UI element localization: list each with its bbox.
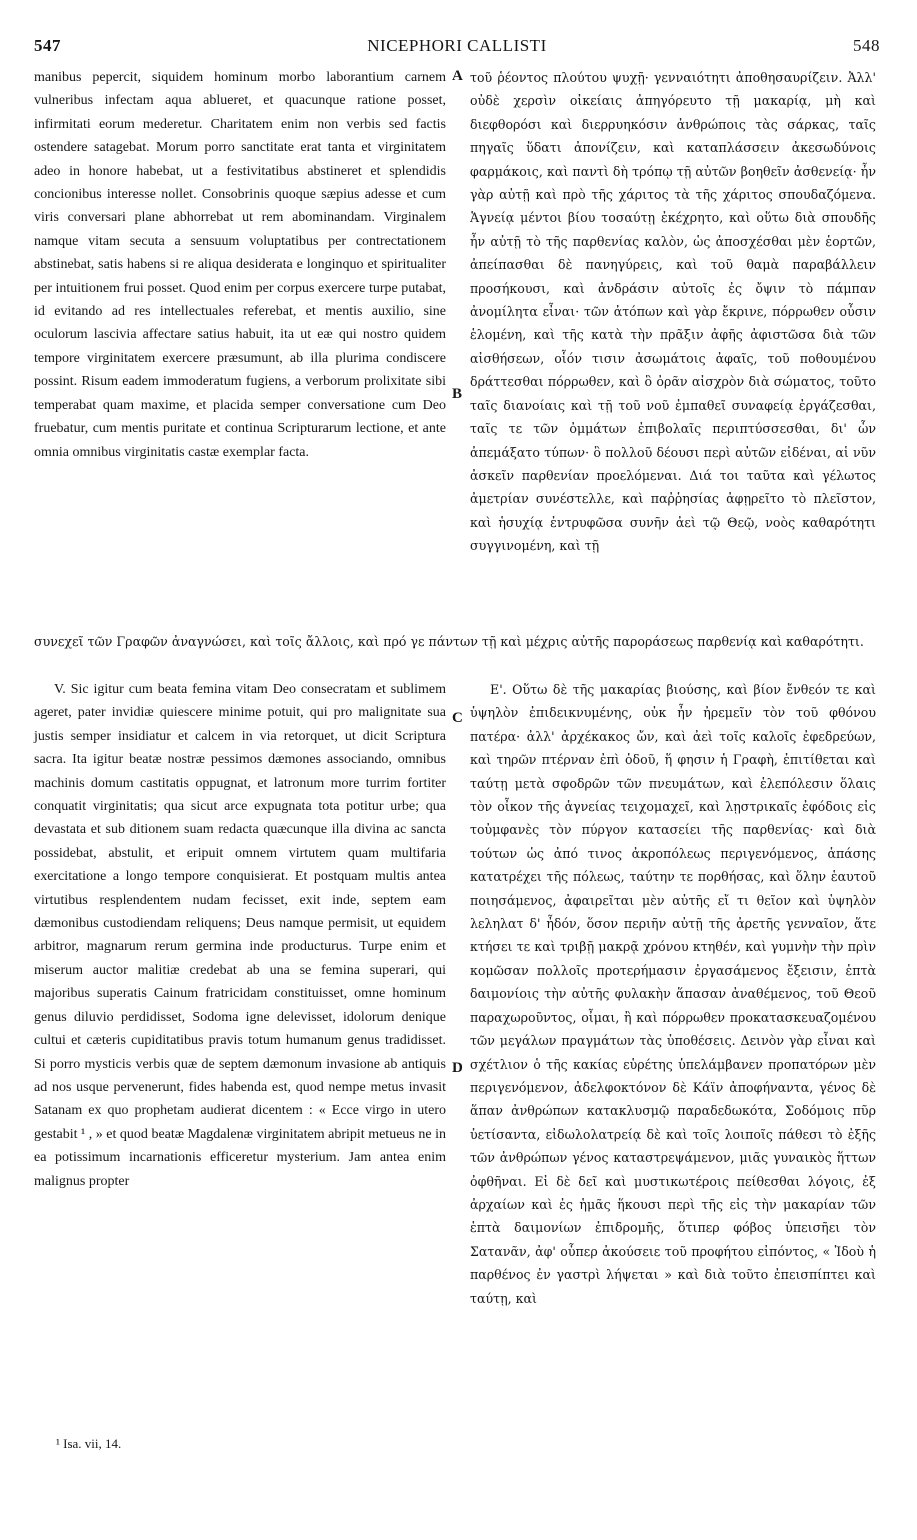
- greek-paragraph-1: τοῦ ῥέοντος πλούτου ψυχῇ· γενναιότητι ἀποθησαυρίζειν. Ἀλλ' οὐδὲ χερσὶν οἰκείαις ἀπηγόρευτο τῇ μακαρίᾳ, μὴ καὶ διεφθορόσι καὶ διερρυηκόσιν ἀνθρώποις τὰς σάρκας, ταῖς πηγαῖς ὕδατι ἀπονίζειν, καὶ καταπλάσσειν ἀκεσωδύνοις φαρμάκοις, καὶ παντὶ δὴ τρόπῳ τῇ αὐτῶν βοηθεῖν ἀσθενείᾳ· ἦν γὰρ αὐτῇ καὶ πρὸ τῆς χάριτος τὰ τῆς χάριτος σπουδαζόμενα. Ἁγνείᾳ μέντοι βίου τοσαύτῃ ἐκέχρητο, καὶ οὕτω διὰ σπουδῆς ἦν αὐτῇ τὸ τῆς παρθενίας καλὸν, ὡς ἀποσχέσθαι μὲν ἑορτῶν, ἀπείπασθαι δὲ πανηγύρεις, καὶ τοῦ θαμὰ παραβάλλειν προσήκουσι, καὶ ἀνδράσιν αὐτοῖς ἐς ὄψιν τὸ πάμπαν ἀνομίλητα εἶναι· τῶν ἀτόπων καὶ γὰρ ἔκρινε, πόρρωθεν οὖσιν ἑλομένη, καὶ τῆς κατὰ τὴν πρᾶξιν ἀφῆς ἀφιστῶσα διὰ τῶν αἰσθήσεων, οἷόν τισιν ἀσωμάτοις ἀφαῖς, τοῦ ποθουμένου δράττεσθαι πόρρωθεν, καὶ ὃ ὀρᾶν αἰσχρὸν διὰ σώματος, τοῦτο ταῖς διανοίαις καὶ τῇ τοῦ νοῦ ἐμπαθεῖ συναφείᾳ ἐργάζεσθαι, ταῖς τε τῶν ὀμμάτων ἐπιβολαῖς περιπτύσσεσθαι, δι' ὧν ἀπεμάξατο τύπων· ὃ πολλοῦ δέουσι περὶ αὐτῶν εἰδέναι, αἱ νῦν ἀσκεῖν παρθενίαν προελόμεναι. Διά τοι ταῦτα καὶ γέλωτος ἀμετρίαν συνέστελλε, καὶ παῤῥησίας ἀφῃρεῖτο τὸ πλεῖστον, καὶ ἡσυχίᾳ ἐντρυφῶσα συνῆν ἀεὶ τῷ Θεῷ, νοὸς καθαρότητι συγγινομένη, καὶ τῇ: [470, 70, 876, 554]
- latin-column-lower: [34, 678, 446, 1193]
- latin-column-upper: [34, 66, 446, 623]
- page-number-left: 547: [34, 36, 61, 55]
- page-number-right: 548: [853, 36, 880, 55]
- greek-column-upper: [470, 66, 876, 623]
- margin-marker-d: D: [452, 1060, 463, 1076]
- margin-marker-a: A: [452, 68, 463, 84]
- greek-spanning-line: συνεχεῖ τῶν Γραφῶν ἀναγνώσει, καὶ τοῖς ἄλλοις, καὶ πρό γε πάντων τῇ καὶ μέχρις αὐτῆς παροράσεως παρθενίᾳ καὶ καθαρότητι.: [34, 634, 864, 649]
- footnote: ¹ Isa. vii, 14.: [56, 1436, 122, 1451]
- running-title: NICEPHORI CALLISTI: [367, 36, 547, 55]
- greek-paragraph-2: Ε'. Οὕτω δὲ τῆς μακαρίας βιούσης, καὶ βίον ἔνθεόν τε καὶ ὑψηλὸν ἐπιδεικνυμένης, οὐκ ἦν ἠρεμεῖν τὸν τοῦ φθόνου πατέρα· ἀλλ' ἀρχέκακος ὤν, καὶ ἀεὶ τοῖς καλοῖς ἐφεδρεύων, καὶ τηρῶν πτέρναν ἐπὶ ὁδοῦ, ἥ φησιν ἡ Γραφὴ, ἐπιτίθεται καὶ ταύτῃ μετὰ σφοδρῶν τῶν πνευμάτων, καὶ ἑλεπόλεσιν ὅλαις τὸν οἶκον τῆς ἁγνείας τειχομαχεῖ, καὶ λῃστρικαῖς ἐφόδοις εἰς τοὐμφανὲς τὸν πύργον κατασείει τῆς παρθενίας· καὶ διὰ τούτων ὡς ἀπό τινος ἀκροπόλεως περιγενόμενος, ἁπάσης κατατρέχει τῆς πόλεως, ταύτην τε πορθήσας, καὶ ὅλην ἑαυτοῦ ποιησάμενος, ἀφαιρεῖται μὲν αὐτῆς εἴ τι θεῖον καὶ ὑψηλὸν λεληλατ δ' ἦδόν, ὅσον περιῆν αὐτῇ τῆς ἀρετῆς γενναῖον, ἅτε κτήσει τε καὶ τριβῇ μακρᾷ χρόνου κτηθέν, καὶ γυμνὴν τὴν πρὶν κομῶσαν πολλοῖς προτερήμασιν ἐργασάμενος ἔξεισιν, ἑπτὰ δαιμονίοις τὴν αὐτῆς φυλακὴν ἅπασαν ἀναθέμενος, τοῦ Θεοῦ παραχωροῦντος, οἶμαι, ἢ καὶ πόρρωθεν προκατασκευαζομένου τῶν μεγάλων πραγμάτων τὰς ὑποθέσεις. Δεινὸν γὰρ εἶναι καὶ σχέτλιον ὁ τῆς κακίας εὑρέτης ὑπελάμβανεν προπατόρων μὲν περιγενόμενον, ἀδελφοκτόνον δὲ Κάϊν ἀποφήναντα, γένος δὲ ἅπαν ἀνθρώπων κατακλυσμῷ παραδεδωκότα, Σοδόμοις πῦρ ὑετίσαντα, εἰδωλολατρείᾳ δὲ καὶ τοῖς λοιποῖς πάθεσι τὸ ἐξῆς τῶν ἀνθρώπων γένος καταστρεψάμενον, μιᾶς γυναικὸς ἥττων ὀφθῆναι. Εἰ δὲ δεῖ καὶ μυστικωτέροις πείθεσθαι λόγοις, ἐξ ἀρχαίων καὶ ἐς ἡμᾶς ἥκουσι περὶ τῆς εἰς τὴν μακαρίαν τῶν ἑπτὰ δαιμονίων ἐπιδρομῆς, ὅτιπερ φόβος ὑπεισῆει τὸν Σατανᾶν, ἀφ' οὗπερ ἀκούσειε τοῦ προφήτου εἰπόντος, « Ἰδοὺ ἡ παρθένος ἐν γαστρὶ λήψεται » καὶ διὰ τοῦτο ἐπεισπίπτει καὶ ταύτῃ, καὶ: [470, 682, 876, 1306]
- latin-paragraph-1: manibus pepercit, siquidem hominum morbo laborantium carnem vulneribus infectam aqua ablueret, et quacunque ratione posset, infirmitati eorum mederetur. Charitatem enim non verbis sed factis ostendere satagebat. Morum porro sanctitate erat tanta et virginitatem adeo in honore habebat, ut a festivitatibus abstineret et splendidis concionibus interesse nollet. Consobrinis quoque sæpius adesse et cum viris conversari plane abhorrebat ut rem abominandam. Virginalem namque vitam secuta a sensuum voluptatibus per contrectationem abstinebat, satis habens si re aliqua desiderata e longinquo et spiritualiter per intuitionem frui posset. Quod enim per corpus exercere turpe putabat, id evitando ad res intellectuales referebat, et mentis auxilio, sine oculorum lascivia affectare satius habuit, ita ut eæ qui nostro quidem tempore virginitatem exercere præsumunt, ab illa plurima condiscere possint. Risum eadem immoderatum fugiens, a verborum prolixitate sibi temperabat quam maxime, et placida semper conversatione cum Deo fruebatur, cum mentis puritate et continua Scripturarum lectione, et ante omnia omnibus virginitatis castæ exemplar facta.: [34, 70, 446, 460]
- latin-paragraph-2: V. Sic igitur cum beata femina vitam Deo consecratam et sublimem ageret, pater invidiæ quiescere minime potuit, qui pro malignitate sua justis semper insidiatur et calcem in via retorquet, ut dicit Scriptura sacra. Ita igitur beatæ nostræ pessimos dæmones associando, omnibus machinis domum castitatis oppugnat, et latronum more turrim fortiter conquatit virginitatis; qua sicut arce expugnata tota potitur urbe; qua devastata et sub ditionem suam redacta quæcunque illa divina ac sancta possidebat, abstulit, et eripuit omnem virtutem quam multifaria exercitatione a longo tempore conquisierat. Et postquam multis antea virtutibus resplendentem nudam fecisset, exit inde, septem eam dæmonibus custodiendam reliquens; Deus namque permisit, ut equidem arbitror, magnarum rerum germina inde producturus. Turpe enim et miserum auctor malitiæ credebat ab una se femina superari, qui majoribus superatis Cainum fratricidam constituisset, omne hominum genus diluvio perdidisset, Sodoma igne delevisset, idolorum denique cultui et cæteris cupiditatibus pravis totum humanum genus tradidisset. Si porro mysticis verbis quæ de septem dæmonum invasione ab antiquis ad nos usque pervenerunt, fides habenda est, quod nempe metus invasit Satanam ex quo prophetam audierat dicentem : « Ecce virgo in utero gestabit ¹ , » et quod beatæ Magdalenæ virginitatem abripit metueus ne in ea potissimum incarnationis efficeretur mysterium. Jam antea enim malignus propter: [34, 682, 446, 1189]
- page-header: [34, 36, 880, 62]
- greek-column-lower: [470, 678, 876, 1310]
- margin-marker-b: B: [452, 386, 463, 402]
- margin-marker-c: C: [452, 710, 463, 726]
